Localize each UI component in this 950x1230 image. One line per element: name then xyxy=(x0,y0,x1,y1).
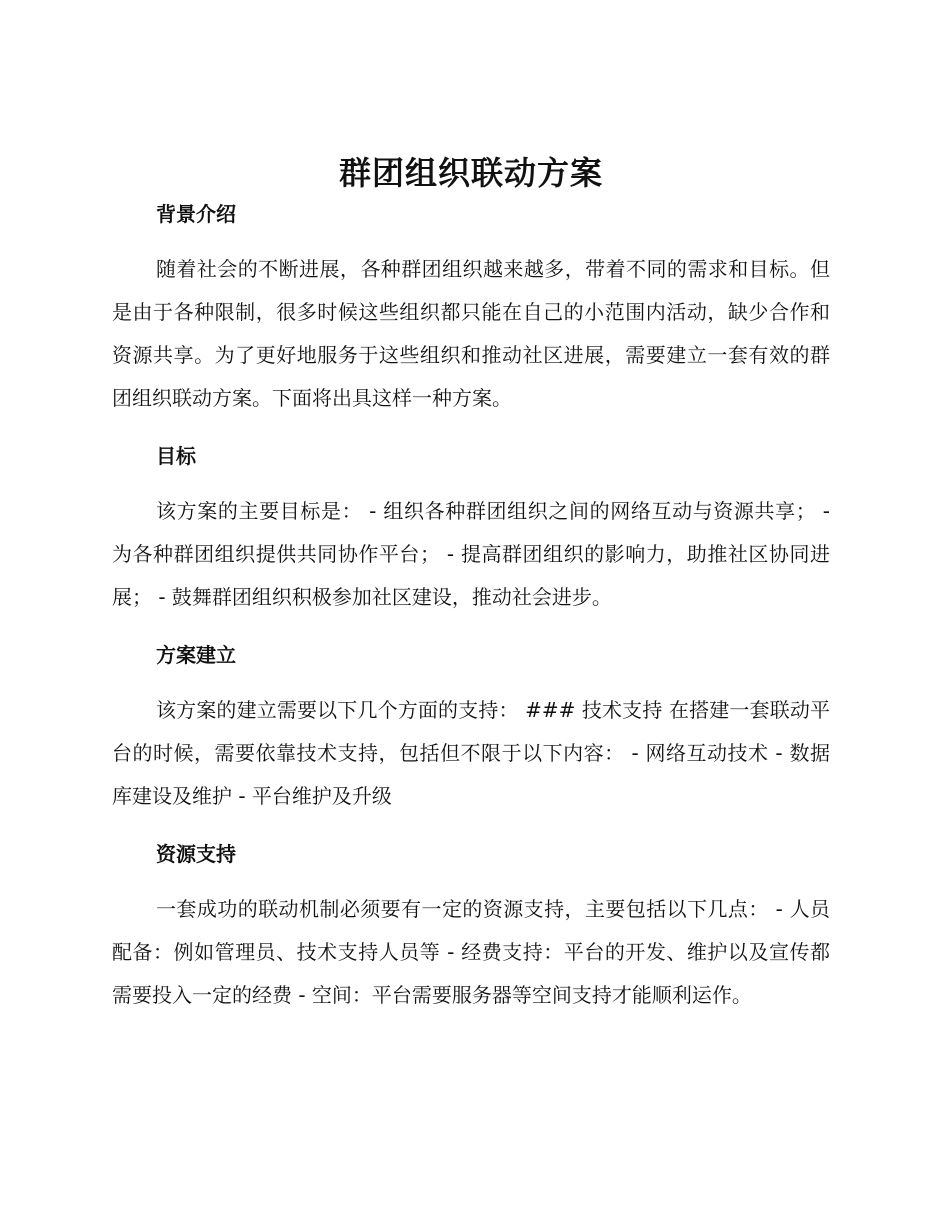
section-body-background: 随着社会的不断进展，各种群团组织越来越多，带着不同的需求和目标。但是由于各种限制，很多时候这些组织都只能在自己的小范围内活动，缺少合作和资源共享。为了更好地服务于这些组织和推动社区进展，需要建立一套有效的群团组织联动方案。下面将出具这样一种方案。 xyxy=(112,257,830,410)
section-heading-plan-setup: 方案建立 xyxy=(156,643,236,667)
section-heading-resource-support: 资源支持 xyxy=(156,842,236,866)
section-body-plan-setup: 该方案的建立需要以下几个方面的支持： ### 技术支持 在搭建一套联动平台的时候，需要依靠技术支持，包括但不限于以下内容： - 网络互动技术 - 数据库建设及维护 - 平台维护及升级 xyxy=(112,698,830,808)
section-heading-background: 背景介绍 xyxy=(156,202,236,226)
section-body-resource-support: 一套成功的联动机制必须要有一定的资源支持，主要包括以下几点： - 人员配备：例如管理员、技术支持人员等 - 经费支持：平台的开发、维护以及宣传都需要投入一定的经费 - 空间：平台需要服务器等空间支持才能顺利运作。 xyxy=(112,897,830,1007)
section-body-goals: 该方案的主要目标是： - 组织各种群团组织之间的网络互动与资源共享； - 为各种群团组织提供共同协作平台； - 提高群团组织的影响力，助推社区协同进展； - 鼓舞群团组织积极参加社区建设，推动社会进步。 xyxy=(112,499,830,609)
document-page xyxy=(112,150,830,1017)
section-heading-goals: 目标 xyxy=(156,444,196,468)
document-title: 群团组织联动方案 xyxy=(338,154,603,192)
